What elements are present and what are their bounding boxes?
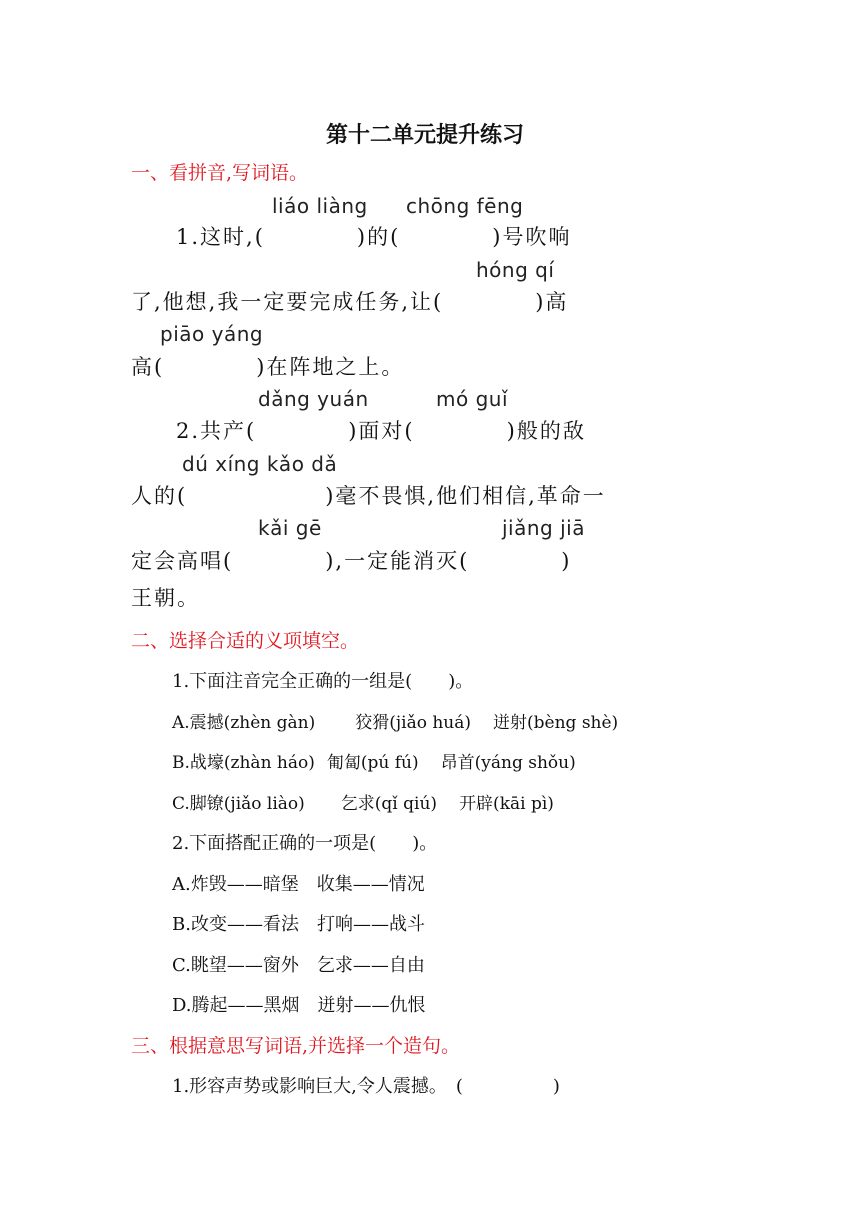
q2-line-1 [176,415,586,445]
option-a-pair-1: A.炸毁——暗堡 [172,874,299,895]
q2-text-f: 定会高唱( [131,549,234,573]
option-a-pair-2: 收集——情况 [316,874,425,895]
pinyin-piao-yang: piāo yáng [160,322,264,346]
option-b-pair-2: 打响——战斗 [316,914,425,935]
option-a-item-2: 狡猾(jiǎo huá) [355,713,472,733]
q2-text-e: )毫不畏惧,他们相信,革命一 [325,484,606,508]
s3-q1: 1.形容声势或影响巨大,令人震撼。 ( ) [172,1076,560,1097]
q1-line-2 [131,286,568,316]
q1-text-a: 1.这时,( [176,225,265,249]
q2-text-d: 人的( [131,484,188,508]
section-1-heading: 一、看拼音,写词语。 [131,162,309,184]
q2-text-c: )般的敌 [506,419,586,443]
q1-line-3 [131,351,404,381]
s2-q1-option-b [172,748,576,773]
q2-text-b: )面对( [348,419,415,443]
section-2-heading: 二、选择合适的义项填空。 [131,630,360,652]
page-title: 第十二单元提升练习 [326,122,525,148]
option-a-item-1: A.震撼(zhèn gàn) [172,713,316,733]
s2-q2-option-c [172,951,425,977]
pinyin-kai-ge: kǎi gē [258,516,322,540]
option-b-pair-1: B.改变——看法 [172,914,299,935]
option-b-item-3: 昂首(yáng shǒu) [440,753,576,773]
q2-text-a: 2.共产( [176,419,257,443]
s2-q1-option-a [172,708,618,733]
q2-line-2 [131,480,606,510]
option-c-item-3: 开辟(kāi pì) [459,794,554,814]
q1-text-d: 了,他想,我一定要完成任务,让( [131,290,444,314]
option-c-pair-2: 乞求——自由 [316,955,425,976]
s2-q2-option-b [172,910,425,936]
option-c-item-1: C.脚镣(jiǎo liào) [172,794,305,814]
q2-line-4: 王朝。 [131,586,200,610]
pinyin-hong-qi: hóng qí [476,258,555,282]
s2-q2-option-a [172,870,425,896]
q1-text-f: 高( [131,355,165,379]
option-b-item-1: B.战壕(zhàn háo) [172,753,315,773]
q1-text-c: )号吹响 [492,225,572,249]
option-d-pair-2: 迸射——仇恨 [317,995,426,1016]
q2-text-g: ),一定能消灭( [325,549,470,573]
section-3-heading: 三、根据意思写词语,并选择一个造句。 [131,1035,461,1057]
q1-line-1 [176,221,572,251]
q1-text-b: )的( [356,225,401,249]
pinyin-mo-gui: mó guǐ [436,387,509,411]
s2-q2-stem: 2.下面搭配正确的一项是( )。 [172,833,438,854]
option-a-item-3: 迸射(bèng shè) [493,713,619,733]
s2-q2-option-d [172,991,426,1017]
s2-q1-stem: 1.下面注音完全正确的一组是( )。 [172,671,474,692]
pinyin-liao-liang: liáo liàng [272,194,368,218]
s2-q1-option-c [172,789,554,814]
q2-line-3 [131,545,571,575]
pinyin-dang-yuan: dǎng yuán [258,387,369,411]
option-d-pair-1: D.腾起——黑烟 [172,995,300,1016]
q2-text-h: ) [561,549,572,573]
option-c-item-2: 乞求(qǐ qiú) [340,794,438,814]
pinyin-jiang-jia: jiǎng jiā [502,516,585,540]
q1-text-e: )高 [535,290,569,314]
option-c-pair-1: C.眺望——窗外 [172,955,299,976]
option-b-item-2: 匍匐(pú fú) [326,753,419,773]
pinyin-du-xing-kao-da: dú xíng kǎo dǎ [182,452,338,476]
q1-text-g: )在阵地之上。 [256,355,405,379]
pinyin-chong-feng: chōng fēng [406,194,524,218]
